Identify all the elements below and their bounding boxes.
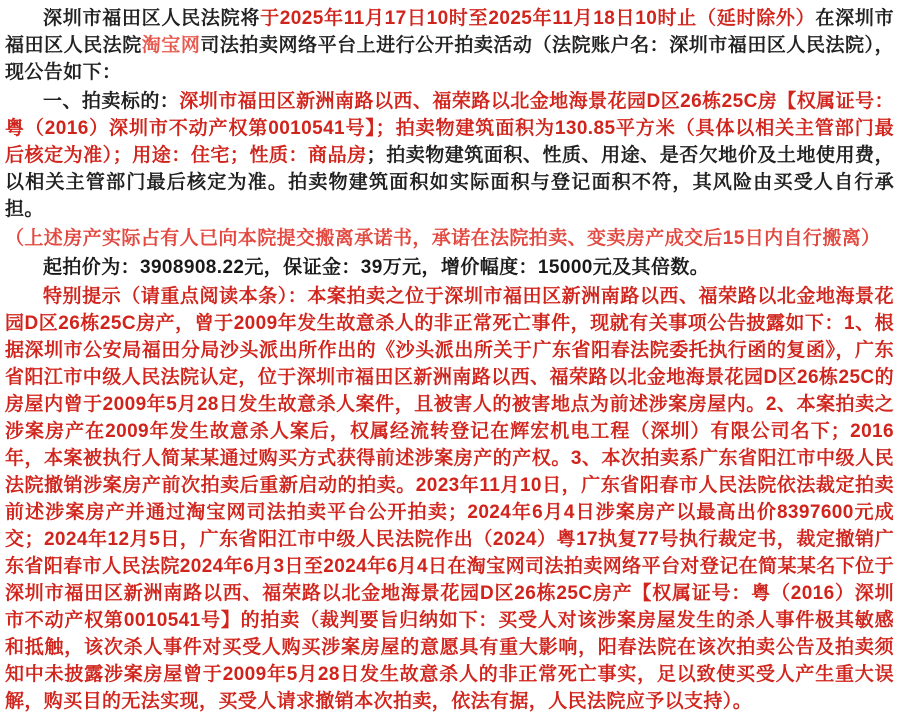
- occupant-notice-text: （上述房产实际占有人已向本院提交搬离承诺书，承诺在法院拍卖、变卖房产成交后15日内自行搬离）: [5, 228, 881, 249]
- subject-label: 一、拍卖标的：: [43, 91, 180, 112]
- taobao-link[interactable]: 淘宝网: [141, 35, 201, 56]
- paragraph-occupant-notice: [5, 225, 894, 252]
- intro-tail-text: 司法拍卖网络平台上进行公开拍卖活动（法院账户名：深圳市福田区人民法院），现公告如下：: [5, 35, 894, 83]
- price-terms-text: 起拍价为：3908908.22元，保证金：39万元，增价幅度：15000元及其倍数。: [43, 257, 710, 278]
- subject-disclaimer-text: ；拍卖物建筑面积、性质、用途、是否欠地价及土地使用费，以相关主管部门最后核定为准。拍卖物建筑面积如实际面积与登记面积不符，其风险由买受人自行承担。: [5, 145, 894, 220]
- paragraph-price-terms: [5, 254, 894, 281]
- auction-time-highlight: 于2025年11月17日10时至2025年11月18日10时止（延时除外）: [260, 8, 816, 29]
- special-notice-text: 特别提示（请重点阅读本条）：本案拍卖之位于深圳市福田区新洲南路以西、福荣路以北金地海景花园D区26栋25C房产，曾于2009年发生故意杀人的非正常死亡事件，现就有关事项公告披露如下：1、根据深圳市公安局福田分局沙头派出所作出的《沙头派出所关于广东省阳春法院委托执行函的复函》，广东省阳江市中级人民法院认定，位于深圳市福田区新洲南路以西、福荣路以北金地海景花园D区26栋25C的房屋内曾于2009年5月28日发生故意杀人案件，且被害人的被害地点为前述涉案房屋内。2、本案拍卖之涉案房产在2009年发生故意杀人案后，权属经流转登记在辉宏机电工程（深圳）有限公司名下；2016年，本案被执行人简某某通过购买方式获得前述涉案房产的产权。3、本次拍卖系广东省阳江市中级人民法院撤销涉案房产前次拍卖后重新启动的拍卖。2023年11月10日，广东省阳春市人民法院依法裁定拍卖前述涉案房产并通过淘宝网司法拍卖平台公开拍卖；2024年6月4日涉案房产以最高出价8397600元成交；2024年12月5日，广东省阳江市中级人民法院作出（2024）粤17执复77号执行裁定书，裁定撤销广东省阳春市人民法院2024年6月3日至2024年6月4日在淘宝网司法拍卖网络平台对登记在简某某名下位于深圳市福田区新洲南路以西、福荣路以北金地海景花园D区26栋25C房产【权属证号：粤（2016）深圳市不动产权第0010541号】的拍卖（裁判要旨归纳如下：买受人对该涉案房屋发生的杀人事件极其敏感和抵触，该次杀人事件对买受人购买涉案房屋的意愿具有重大影响，阳春法院在该次拍卖公告及拍卖须知中未披露涉案房屋曾于2009年5月28日发生故意杀人的非正常死亡事实，足以致使买受人产生重大误解，购买目的无法实现，买受人请求撤销本次拍卖，依法有据，人民法院应予以支持）。: [5, 286, 894, 712]
- intro-text: 在深圳市福田区人民法院: [5, 8, 895, 56]
- paragraph-special-notice: [5, 283, 894, 715]
- property-description-highlight: 深圳市福田区新洲南路以西、福荣路以北金地海景花园D区26栋25C房【权属证号：粤（2016）深圳市不动产权第0010541号】；拍卖物建筑面积为130.85平方米（具体以相关主管部门最后核定为准）；用途：住宅；性质：商品房: [5, 91, 894, 166]
- paragraph-auction-subject: [5, 88, 894, 223]
- court-name-text: 深圳市福田区人民法院将: [43, 8, 261, 29]
- paragraph-intro: [5, 5, 894, 86]
